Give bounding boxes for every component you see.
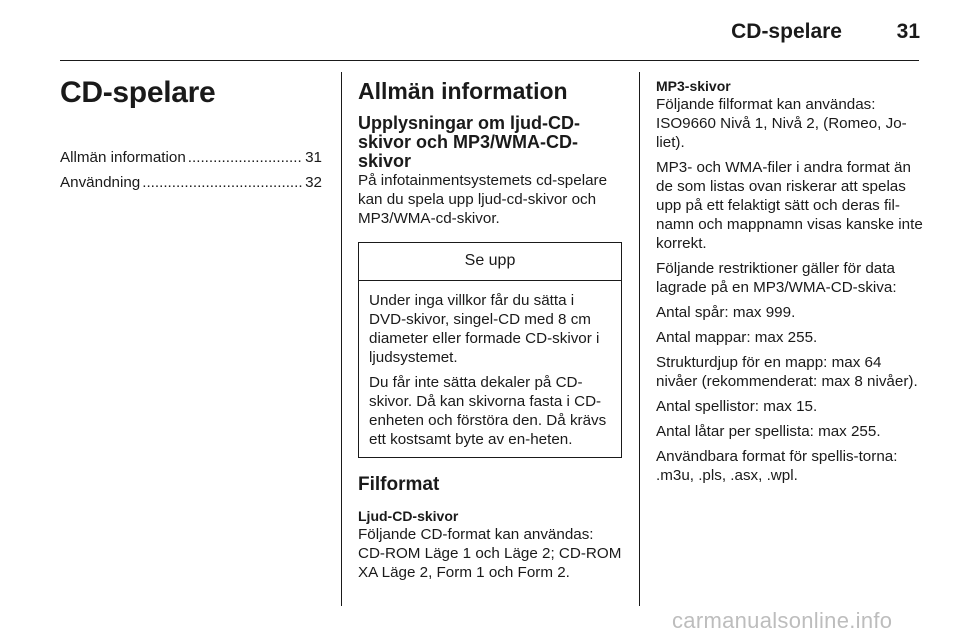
warning-heading: Se upp (359, 243, 621, 281)
toc-entry-label: Allmän information (60, 149, 186, 166)
audio-cd-paragraph: Följande CD-format kan användas: CD-ROM Läge 1 och Läge 2; CD-ROM XA Läge 2, Form 1 och Form 2. (358, 526, 622, 581)
content-column-right (656, 78, 924, 491)
toc-entry-anvandning[interactable] (60, 173, 322, 192)
section-title: Allmän information (358, 78, 568, 104)
warning-body (359, 281, 621, 457)
toc-entry-allman-information[interactable] (60, 148, 322, 167)
watermark: carmanualsonline.info (672, 608, 893, 633)
mp3-paragraph: Följande filformat kan användas: ISO9660 Nivå 1, Nivå 2, (Romeo, Jo-liet). (656, 96, 907, 151)
subsection-title: Upplysningar om ljud-CD-skivor och MP3/WMA-CD-skivor (358, 113, 580, 171)
restriction-folders: Antal mappar: max 255. (656, 329, 818, 346)
column-divider-left (341, 72, 342, 606)
filformat-title: Filformat (358, 474, 440, 495)
column-divider-right (639, 72, 640, 606)
restriction-depth: Strukturdjup för en mapp: max 64 nivåer (rekommenderat: max 8 nivåer). (656, 354, 918, 390)
toc-entry-page: 32 (305, 174, 322, 191)
audio-cd-heading: Ljud-CD-skivor (358, 508, 459, 524)
playlist-formats-paragraph: Användbara format för spellis-torna: .m3u, .pls, .asx, .wpl. (656, 448, 898, 484)
chapter-title: CD-spelare (60, 76, 216, 109)
toc-entry-label: Användning (60, 174, 141, 191)
content-column-middle (358, 78, 622, 588)
warning-paragraph: Du får inte sätta dekaler på CD-skivor. Då kan skivorna fasta i CD-enheten och förstöra den. Då krävs ett kostsamt byte av en-heten. (369, 374, 607, 448)
warning-box (358, 242, 622, 458)
toc-leader-dots (142, 173, 303, 192)
toc-entry-page: 31 (305, 149, 322, 166)
toc-leader-dots (188, 148, 303, 167)
restriction-songs: Antal låtar per spellista: max 255. (656, 423, 881, 440)
mp3-heading: MP3-skivor (656, 78, 731, 94)
intro-paragraph: På infotainmentsystemets cd-spelare kan du spela upp ljud-cd-skivor och MP3/WMA-cd-skivor. (358, 172, 608, 227)
other-formats-paragraph: MP3- och WMA-filer i andra format än de som listas ovan riskerar att spelas upp på ett felaktigt sätt och deras fil-namn och mappnamn visas kanske inte korrekt. (656, 159, 923, 252)
restriction-tracks: Antal spår: max 999. (656, 304, 796, 321)
running-header-title: CD-spelare (731, 20, 842, 43)
header-rule (60, 60, 919, 61)
warning-paragraph: Under inga villkor får du sätta i DVD-skivor, singel-CD med 8 cm diameter eller formade CD-skivor i ljudsystemet. (369, 292, 600, 366)
page-number: 31 (896, 20, 920, 43)
restriction-playlists: Antal spellistor: max 15. (656, 398, 818, 415)
restrictions-paragraph: Följande restriktioner gäller för data lagrade på en MP3/WMA-CD-skiva: (656, 260, 897, 296)
toc-column (60, 78, 322, 198)
